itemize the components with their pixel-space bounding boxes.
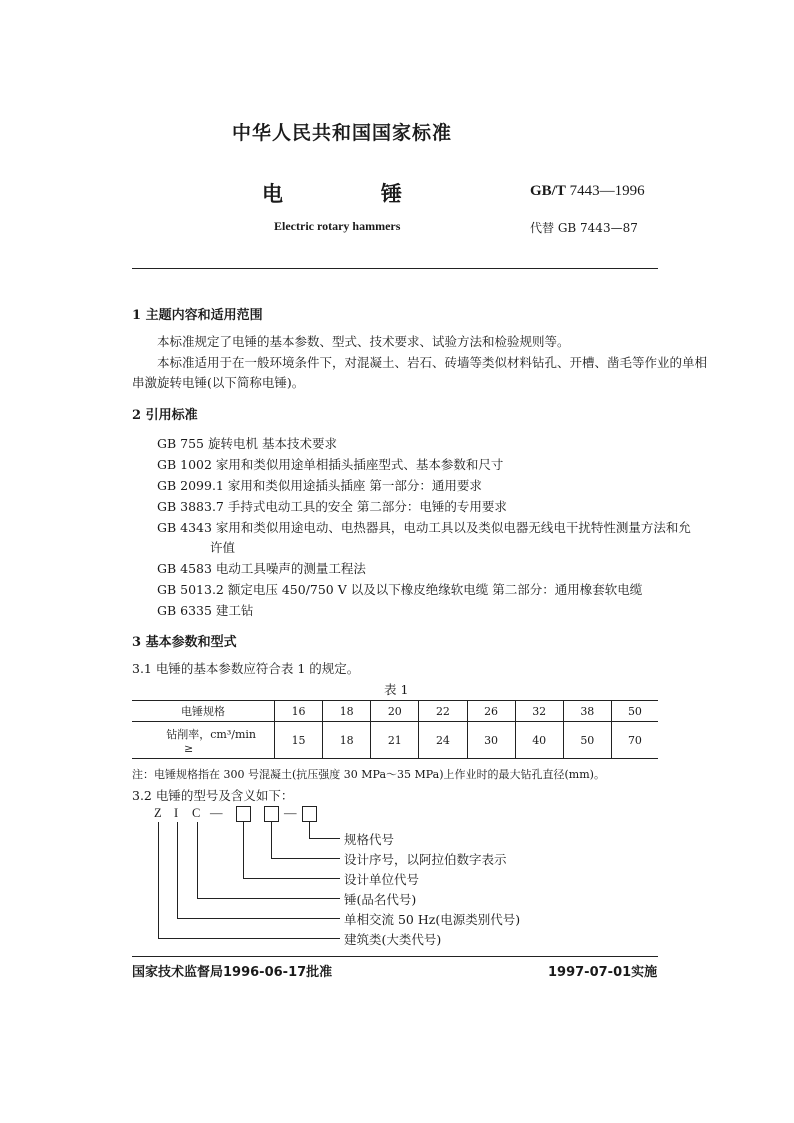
reference-item: GB 1002 家用和类似用途单相插头插座型式、基本参数和尺寸 xyxy=(157,457,504,472)
section-1-para-2-line-2: 串激旋转电锤(以下简称电锤)。 xyxy=(132,375,305,390)
connector-line xyxy=(197,898,340,899)
section-1-heading: 1 主题内容和适用范围 xyxy=(132,308,263,323)
table-caption: 表 1 xyxy=(384,682,409,697)
approval-note: 国家技术监督局1996-06-17批准 xyxy=(132,965,333,980)
standard-prefix: GB/T xyxy=(530,183,566,199)
label-product-code: 锤(品名代号) xyxy=(344,892,417,907)
table-header-spec: 电锤规格 xyxy=(132,701,275,722)
connector-line xyxy=(197,822,198,899)
connector-line xyxy=(243,878,340,879)
table-cell: 21 xyxy=(371,722,419,759)
section-1-para-2-line-1: 本标准适用于在一般环境条件下，对混凝土、岩石、砖墙等类似材料钻孔、开槽、凿毛等作业的单相 xyxy=(157,355,708,370)
table-cell: 18 xyxy=(323,701,371,722)
connector-line xyxy=(309,838,340,839)
table-row-drill-rate xyxy=(132,722,658,759)
connector-line xyxy=(177,822,178,919)
english-title: Electric rotary hammers xyxy=(274,219,401,233)
table-cell: 32 xyxy=(515,701,563,722)
section-2-heading: 2 引用标准 xyxy=(132,408,198,423)
table-cell: 24 xyxy=(419,722,467,759)
effective-date: 1997-07-01实施 xyxy=(548,965,658,980)
section-1-para-1: 本标准规定了电锤的基本参数、型式、技术要求、试验方法和检验规则等。 xyxy=(157,334,570,349)
drill-rate-min-symbol: ≥ xyxy=(184,741,194,755)
standard-code: 7443—1996 xyxy=(565,183,645,199)
table-cell: 30 xyxy=(467,722,515,759)
standard-number xyxy=(530,183,645,200)
reference-item: GB 3883.7 手持式电动工具的安全 第二部分：电锤的专用要求 xyxy=(157,499,507,514)
drill-rate-label: 钻削率，cm³/min xyxy=(166,727,256,741)
model-dash-1: — xyxy=(210,806,223,820)
connector-line xyxy=(271,858,340,859)
header-divider xyxy=(132,268,658,269)
label-design-serial: 设计序号，以阿拉伯数字表示 xyxy=(344,852,507,867)
connector-line xyxy=(158,938,340,939)
clause-3-1: 3.1 电锤的基本参数应符合表 1 的规定。 xyxy=(132,661,360,676)
connector-line xyxy=(243,822,244,879)
table-cell: 18 xyxy=(323,722,371,759)
table-cell: 15 xyxy=(275,722,323,759)
reference-item: GB 5013.2 额定电压 450/750 V 以及以下橡皮绝缘软电缆 第二部分：通用橡套软电缆 xyxy=(157,582,643,597)
table-cell: 70 xyxy=(611,722,658,759)
label-power-type: 单相交流 50 Hz(电源类别代号) xyxy=(344,912,521,927)
reference-item: GB 4343 家用和类似用途电动、电热器具，电动工具以及类似电器无线电干扰特性测量方法和允 xyxy=(157,520,691,535)
replaces-standard: 代替 GB 7443—87 xyxy=(530,221,638,235)
model-letter-c: C xyxy=(192,806,201,820)
reference-item: GB 4583 电动工具噪声的测量工程法 xyxy=(157,561,366,576)
model-letter-z: Z xyxy=(154,806,162,820)
model-box-spec xyxy=(302,806,317,822)
issuing-country-standard: 中华人民共和国国家标准 xyxy=(232,122,453,144)
reference-item: GB 6335 建工钻 xyxy=(157,603,254,618)
table-header-drill-rate xyxy=(132,722,275,759)
label-spec-code: 规格代号 xyxy=(344,832,395,847)
section-3-heading: 3 基本参数和型式 xyxy=(132,635,237,650)
table-cell: 16 xyxy=(275,701,323,722)
table-cell: 50 xyxy=(611,701,658,722)
table-row-spec xyxy=(132,701,658,722)
title-char-1: 电 xyxy=(262,182,283,206)
clause-3-2: 3.2 电锤的型号及含义如下： xyxy=(132,788,294,803)
model-box-design-unit xyxy=(236,806,251,822)
label-category: 建筑类(大类代号) xyxy=(344,932,442,947)
connector-line xyxy=(177,918,340,919)
reference-item: GB 2099.1 家用和类似用途插头插座 第一部分：通用要求 xyxy=(157,478,482,493)
title-char-2: 锤 xyxy=(381,182,402,206)
connector-line xyxy=(271,822,272,859)
model-letter-i: I xyxy=(174,806,179,820)
label-design-unit: 设计单位代号 xyxy=(344,872,420,887)
connector-line xyxy=(158,822,159,939)
table-cell: 50 xyxy=(563,722,611,759)
reference-item: GB 755 旋转电机 基本技术要求 xyxy=(157,436,337,451)
connector-line xyxy=(309,822,310,839)
footer-divider xyxy=(132,956,658,957)
table-cell: 38 xyxy=(563,701,611,722)
reference-item-continued: 许值 xyxy=(210,540,236,555)
table-note: 注：电锤规格指在 300 号混凝土(抗压强度 30 MPa～35 MPa)上作业时的最大钻孔直径(mm)。 xyxy=(132,768,605,781)
model-dash-2: — xyxy=(284,806,297,820)
table-cell: 40 xyxy=(515,722,563,759)
parameter-table xyxy=(132,700,658,759)
table-cell: 26 xyxy=(467,701,515,722)
table-cell: 22 xyxy=(419,701,467,722)
table-cell: 20 xyxy=(371,701,419,722)
model-box-design-serial xyxy=(264,806,279,822)
